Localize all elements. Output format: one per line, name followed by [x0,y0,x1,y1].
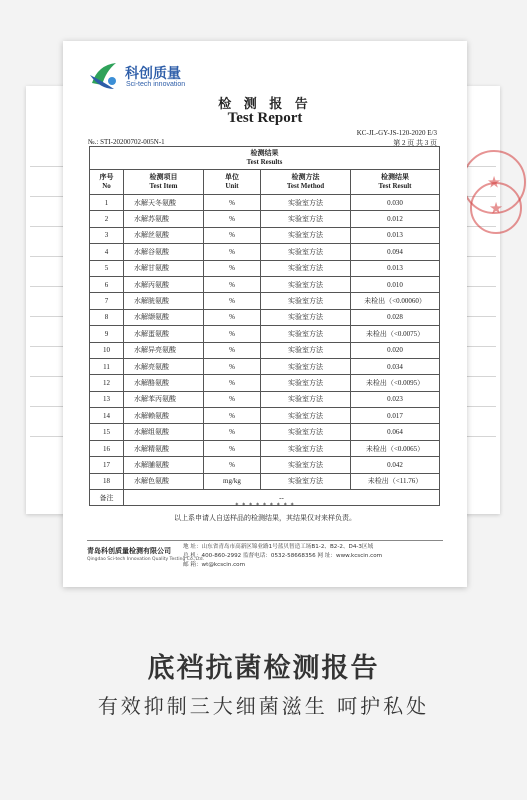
row-result: 0.020 [351,342,440,358]
row-number: 8 [90,309,124,325]
row-test-item: 水解组氨酸 [124,424,204,440]
row-number: 1 [90,195,124,211]
table-row [90,260,440,276]
row-result: 0.010 [351,276,440,292]
table-row [90,293,440,309]
row-result: 0.023 [351,391,440,407]
row-unit: % [204,424,261,440]
row-test-item: 水解赖氨酸 [124,408,204,424]
row-unit: % [204,293,261,309]
column-header-item [124,170,204,195]
row-method: 实验室方法 [261,244,351,260]
column-header-result [351,170,440,195]
form-reference-code: KC-JL-GY-JS-120-2020 E/3 [356,129,437,137]
lab-email: 邮 箱：wt@kcscin.com [183,562,246,568]
row-test-item: 水解谷氨酸 [124,244,204,260]
row-unit: mg/kg [204,473,261,489]
row-method: 实验室方法 [261,211,351,227]
row-method: 实验室方法 [261,342,351,358]
table-caption-en: Test Results [246,158,283,166]
column-header-cn: 单位 [225,173,239,181]
row-number: 5 [90,260,124,276]
table-header-row [90,170,440,195]
row-number: 13 [90,391,124,407]
row-test-item: 水解色氨酸 [124,473,204,489]
lab-address: 地 址：山东省青岛市高新区锦业路1号蓝贝智造工场B1-2、B2-2、D4-3区域 [183,544,374,550]
row-number: 7 [90,293,124,309]
table-caption [90,147,440,170]
column-header-unit [204,170,261,195]
row-number: 3 [90,227,124,243]
table-row [90,326,440,342]
row-method: 实验室方法 [261,293,351,309]
table-row [90,375,440,391]
headline: 底裆抗菌检测报告 [147,653,380,684]
row-result: 未检出（<0.0065） [351,440,440,456]
table-row [90,211,440,227]
row-test-item: 水解苏氨酸 [124,211,204,227]
column-header-en: No [102,182,111,190]
table-row [90,408,440,424]
row-method: 实验室方法 [261,408,351,424]
row-result: 0.094 [351,244,440,260]
test-results-table [89,146,440,506]
logo-mark-icon [88,59,120,93]
row-unit: % [204,391,261,407]
row-method: 实验室方法 [261,457,351,473]
column-header-cn: 检测方法 [291,173,320,181]
row-number: 18 [90,473,124,489]
column-header-cn: 序号 [99,173,114,181]
table-row [90,276,440,292]
table-row [90,358,440,374]
lab-name-en: Qingdao Sci-tech Innovation Quality Testing Co.,Ltd. [87,557,205,562]
row-method: 实验室方法 [261,227,351,243]
row-method: 实验室方法 [261,309,351,325]
row-method: 实验室方法 [261,358,351,374]
row-unit: % [204,440,261,456]
test-report-page [63,41,467,587]
column-header-en: Test Item [149,182,178,190]
column-header-method [261,170,351,195]
row-unit: % [204,276,261,292]
table-row [90,195,440,211]
column-header-en: Test Method [286,182,325,190]
row-result: 0.034 [351,358,440,374]
row-test-item: 水解蛋氨酸 [124,326,204,342]
row-number: 10 [90,342,124,358]
table-row [90,457,440,473]
column-header-cn: 检测结果 [381,173,409,181]
row-result: 未检出（<0.0075） [351,326,440,342]
column-header-en: Test Result [378,182,412,190]
footer-divider [87,540,443,541]
lab-name: 青岛科创质量检测有限公司 [87,547,171,555]
subheadline: 有效抑制三大细菌滋生 呵护私处 [97,694,430,718]
logo-name: 科创质量 [125,66,181,82]
table-row [90,424,440,440]
red-seal-stamp: ★ [462,150,526,214]
row-number: 11 [90,358,124,374]
table-row [90,309,440,325]
row-method: 实验室方法 [261,391,351,407]
row-unit: % [204,342,261,358]
row-number: 12 [90,375,124,391]
row-test-item: 水解异亮氨酸 [124,342,204,358]
row-result: 0.042 [351,457,440,473]
column-header-cn: 检测项目 [149,173,178,181]
row-unit: % [204,457,261,473]
remarks-value: -- [124,490,440,506]
row-unit: % [204,260,261,276]
row-unit: % [204,211,261,227]
logo-subtitle: Sci-tech innovation [126,81,186,88]
table-row [90,440,440,456]
table-caption-cn: 检测结果 [250,149,279,157]
row-unit: % [204,244,261,260]
row-method: 实验室方法 [261,260,351,276]
table-row [90,342,440,358]
row-result: 未检出（<0.00060） [351,293,440,309]
report-number: №.: STI-20200702-005N-1 [88,138,165,146]
row-result: 0.013 [351,227,440,243]
row-number: 15 [90,424,124,440]
company-logo [88,59,238,93]
table-row [90,473,440,489]
lab-phone: 总 机：400-860-2992 监督电话：0532-58668356 网 址：www.kcscin.com [183,553,383,559]
row-number: 4 [90,244,124,260]
row-result: 未检出（<11.76） [351,473,440,489]
remarks-label: 备注 [90,490,124,506]
row-unit: % [204,326,261,342]
row-test-item: 水解脯氨酸 [124,457,204,473]
row-result: 未检出（<0.0095） [351,375,440,391]
row-unit: % [204,408,261,424]
column-header-no [90,170,124,195]
row-test-item: 水解甘氨酸 [124,260,204,276]
row-test-item: 水解苯丙氨酸 [124,391,204,407]
row-method: 实验室方法 [261,473,351,489]
row-unit: % [204,195,261,211]
row-number: 17 [90,457,124,473]
row-result: 0.013 [351,260,440,276]
row-test-item: 水解亮氨酸 [124,358,204,374]
report-title-cn: 检 测 报 告 [218,97,312,112]
row-method: 实验室方法 [261,375,351,391]
row-number: 14 [90,408,124,424]
row-test-item: 水解精氨酸 [124,440,204,456]
row-test-item: 水解天冬氨酸 [124,195,204,211]
row-number: 6 [90,276,124,292]
end-marker: * * * * * * * * * [235,502,295,509]
table-row [90,244,440,260]
footnote: 以上系申请人自送样品的检测结果，其结果仅对来样负责。 [174,514,356,522]
row-unit: % [204,309,261,325]
row-unit: % [204,358,261,374]
row-result: 0.064 [351,424,440,440]
row-result: 0.028 [351,309,440,325]
row-method: 实验室方法 [261,326,351,342]
report-title-en: Test Report [227,110,303,126]
row-number: 9 [90,326,124,342]
row-test-item: 水解胱氨酸 [124,293,204,309]
row-test-item: 水解丝氨酸 [124,227,204,243]
row-unit: % [204,375,261,391]
page-number: 第 2 页 共 3 页 [393,139,437,147]
row-test-item: 水解丙氨酸 [124,276,204,292]
table-row [90,227,440,243]
red-seal-stamp-secondary: ★ [470,182,522,234]
row-test-item: 水解酪氨酸 [124,375,204,391]
row-number: 2 [90,211,124,227]
row-result: 0.017 [351,408,440,424]
row-method: 实验室方法 [261,276,351,292]
row-method: 实验室方法 [261,440,351,456]
row-method: 实验室方法 [261,195,351,211]
lab-contact [183,543,382,570]
row-result: 0.012 [351,211,440,227]
row-result: 0.030 [351,195,440,211]
row-method: 实验室方法 [261,424,351,440]
table-row [90,391,440,407]
column-header-en: Unit [225,182,239,190]
row-test-item: 水解缬氨酸 [124,309,204,325]
row-number: 16 [90,440,124,456]
row-unit: % [204,227,261,243]
